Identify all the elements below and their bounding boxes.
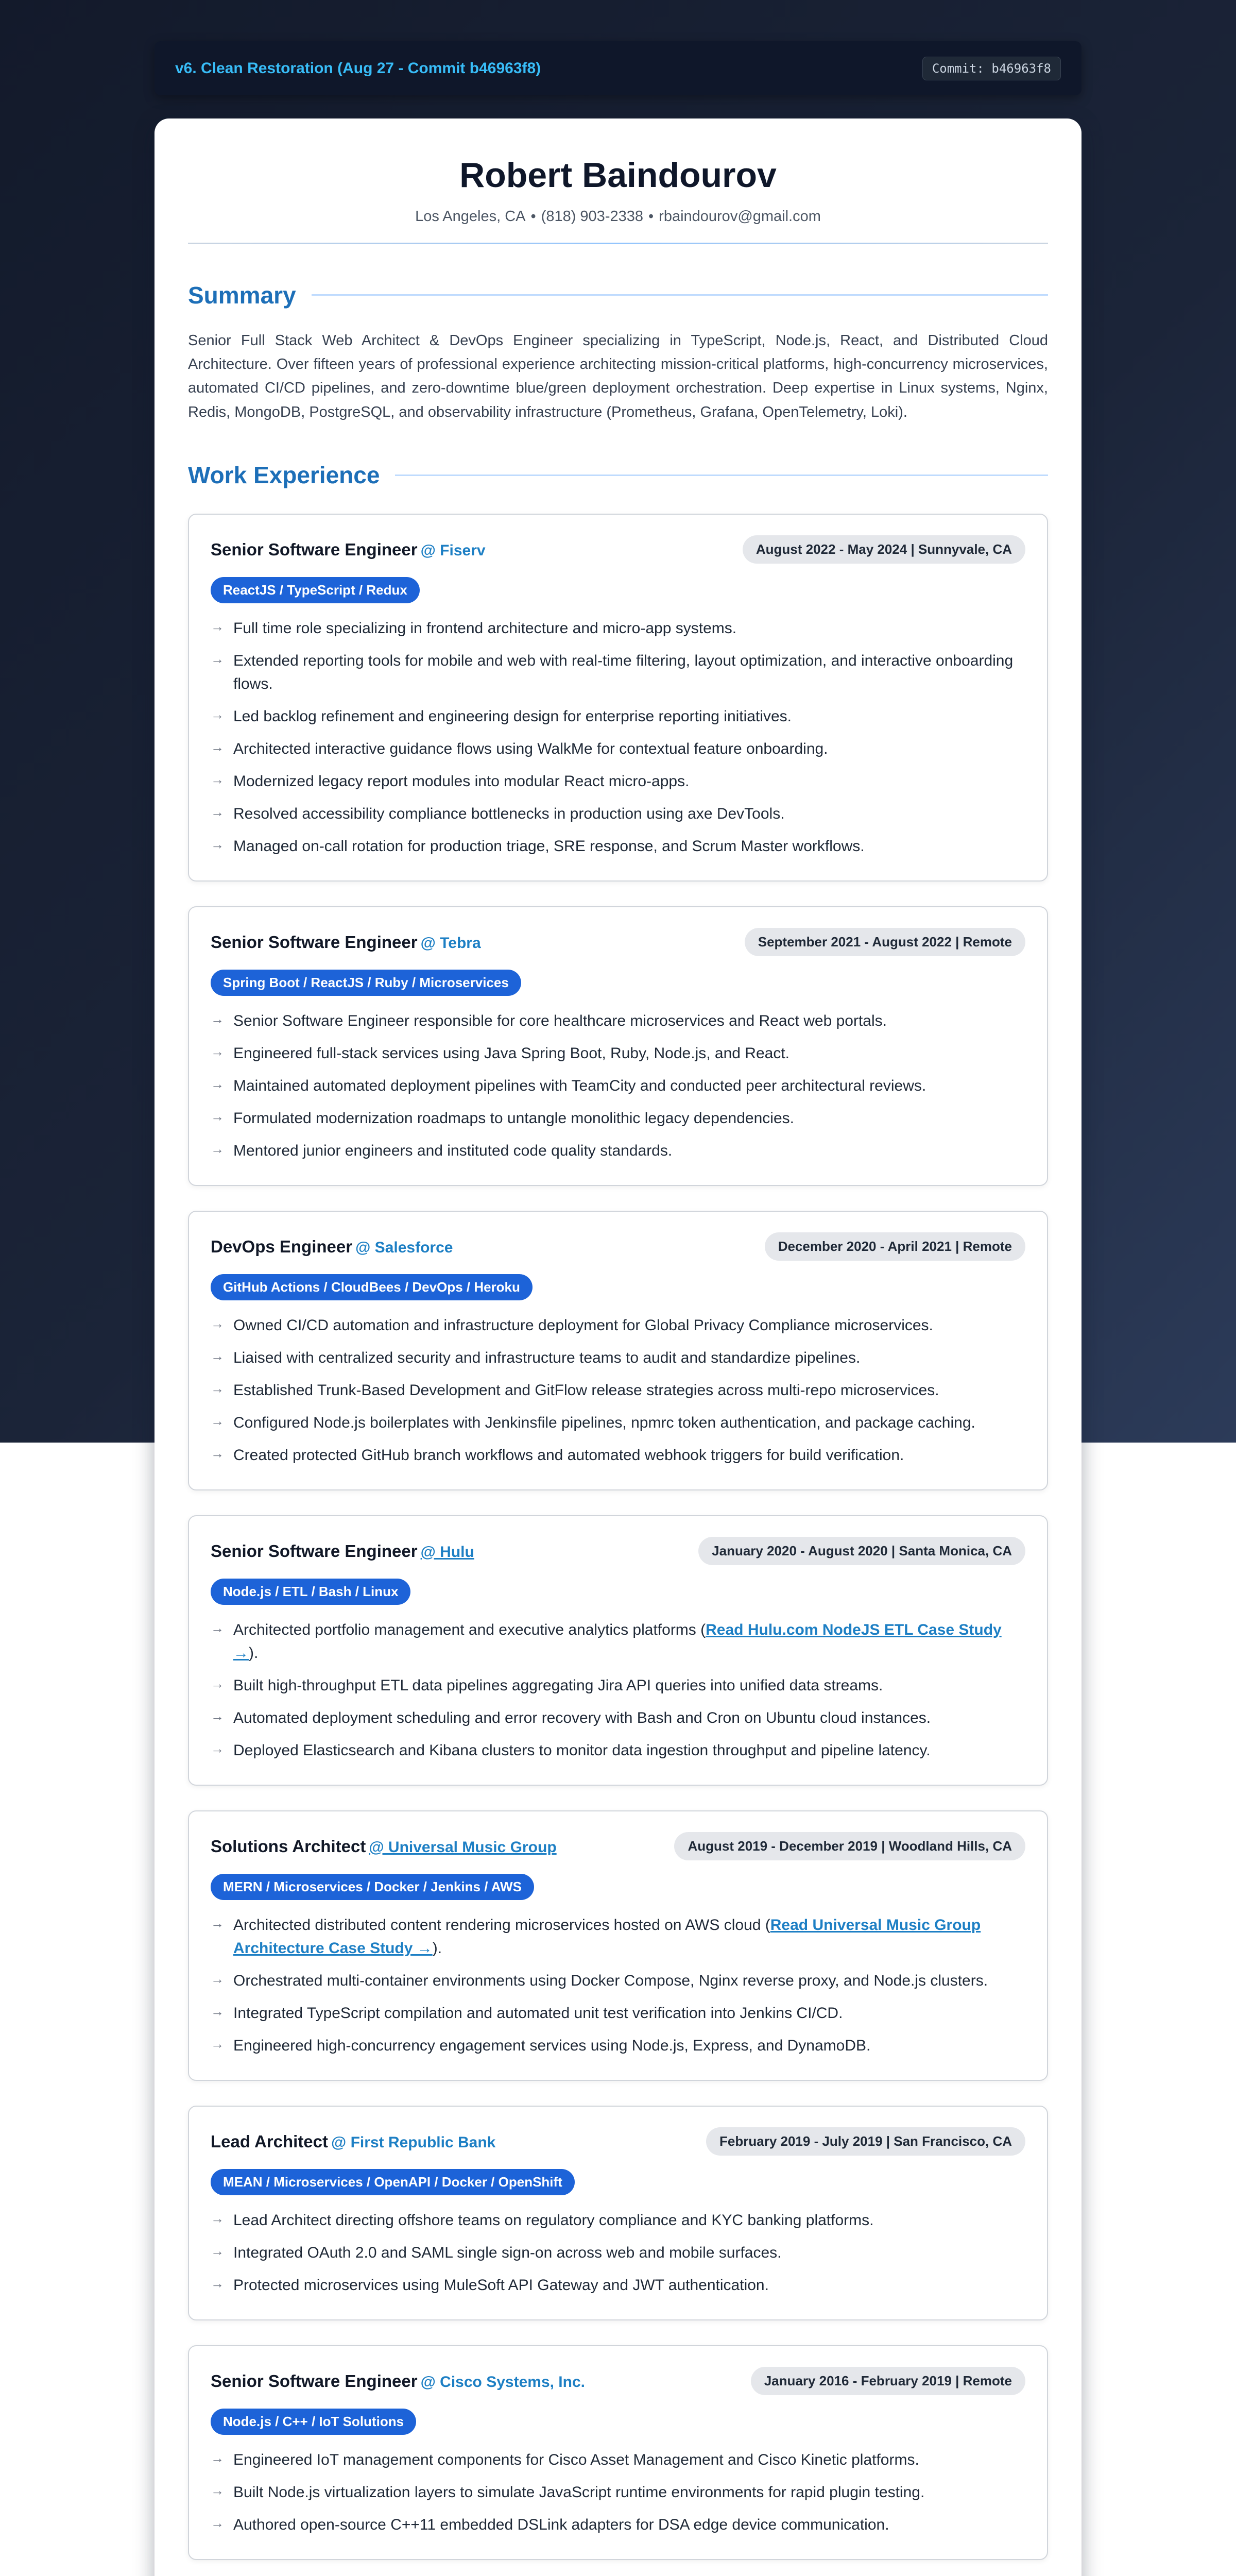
job-bullet [211,1009,1025,1032]
arrow-icon: → [211,1676,224,1692]
arrow-icon: → [211,2211,224,2227]
arrow-icon: → [211,2276,224,2292]
job-title-line [211,2371,585,2391]
job-bullets [211,617,1025,858]
bullet-text: Architected interactive guidance flows using WalkMe for contextual feature onboarding. [233,740,828,758]
job-dates: February 2019 - July 2019 | San Francisco, CA [706,2127,1025,2156]
experience-section-heading [188,461,1048,489]
summary-text: Senior Full Stack Web Architect & DevOps Engineer specializing in TypeScript, Node.js, React, and Distributed Cloud Architecture. Over fifteen years of professional experience architecting mission-critical platforms, high-concurrency microservices, automated CI/CD pipelines, and zero-downtime blue/green deployment orchestration. Deep expertise in Linux systems, Nginx, Redis, MongoDB, PostgreSQL, and observability infrastructure (Prometheus, Grafana, OpenTelemetry, Loki). [188,332,1048,420]
arrow-icon: → [211,1076,224,1092]
job-card [188,1211,1048,1490]
bullet-text: Lead Architect directing offshore teams on regulatory compliance and KYC banking platforms. [233,2212,874,2229]
job-title: Senior Software Engineer [211,2371,418,2391]
company-name [421,2374,585,2391]
bullet-text: Extended reporting tools for mobile and web with real-time filtering, layout optimization, and interactive onboarding flows. [233,652,1014,693]
contact-line [188,208,1048,225]
company-label: @ Salesforce [355,1239,453,1256]
job-header [211,2127,1025,2156]
bullet-text: Owned CI/CD automation and infrastructure deployment for Global Privacy Compliance microservices. [233,1317,933,1334]
company-label[interactable]: @ Universal Music Group [369,1838,557,1856]
job-dates: August 2022 - May 2024 | Sunnyvale, CA [743,535,1025,564]
job-bullet [211,2002,1025,2025]
tech-stack-tag: GitHub Actions / CloudBees / DevOps / Heroku [211,1274,533,1300]
bullet-text: Maintained automated deployment pipelines with TeamCity and conducted peer architectural reviews. [233,1077,926,1095]
job-bullets [211,1314,1025,1467]
job-bullet [211,802,1025,825]
job-bullet [211,2034,1025,2057]
job-title-line [211,1837,557,1856]
job-bullet [211,1739,1025,1762]
job-header [211,1232,1025,1261]
commit-badge: Commit: b46963f8 [922,57,1061,80]
job-card [188,1810,1048,2081]
bullet-text: Created protected GitHub branch workflows and automated webhook triggers for build verification. [233,1447,904,1464]
company-label[interactable]: @ Hulu [420,1543,474,1561]
job-card [188,1515,1048,1786]
job-bullet [211,1379,1025,1402]
job-bullet [211,2241,1025,2264]
arrow-icon: → [211,1316,224,1332]
company-label: @ Cisco Systems, Inc. [420,2373,585,2391]
arrow-icon: → [211,2483,224,2499]
job-bullet [211,1314,1025,1337]
job-bullet [211,1139,1025,1162]
job-title-line [211,1237,453,1257]
arrow-icon: → [211,619,224,635]
arrow-icon: → [211,1446,224,1462]
job-bullet [211,2209,1025,2232]
company-name[interactable] [421,1544,474,1561]
job-bullet [211,2448,1025,2471]
arrow-icon: → [211,2515,224,2531]
company-label: @ First Republic Bank [331,2133,496,2151]
job-bullet [211,2274,1025,2297]
arrow-icon: → [211,1413,224,1429]
version-banner [154,41,1082,95]
arrow-icon: → [211,837,224,853]
tech-stack-tag: Node.js / ETL / Bash / Linux [211,1579,410,1605]
bullet-text: Architected portfolio management and executive analytics platforms [233,1621,696,1639]
job-bullet [211,1969,1025,1992]
arrow-icon: → [211,804,224,820]
bullet-text: Full time role specializing in frontend architecture and micro-app systems. [233,620,737,637]
job-dates: August 2019 - December 2019 | Woodland Hills, CA [674,1832,1025,1860]
job-bullet [211,705,1025,728]
bullet-text: Automated deployment scheduling and error recovery with Bash and Cron on Ubuntu cloud instances. [233,1709,931,1727]
job-title: DevOps Engineer [211,1236,353,1256]
arrow-icon: → [211,707,224,723]
company-name [331,2134,495,2151]
job-bullets [211,2209,1025,2297]
bullet-text: Modernized legacy report modules into modular React micro-apps. [233,773,690,790]
job-title: Senior Software Engineer [211,539,418,559]
job-bullet [211,1107,1025,1130]
tech-stack-tag: ReactJS / TypeScript / Redux [211,577,420,603]
bullet-text: Mentored junior engineers and instituted code quality standards. [233,1142,673,1160]
arrow-icon: → [211,1109,224,1125]
contact-separator: • [648,208,654,225]
job-bullet [211,2513,1025,2536]
bullet-text: Engineered IoT management components for Cisco Asset Management and Cisco Kinetic platforms. [233,2451,919,2469]
job-card [188,906,1048,1186]
bullet-text: Built high-throughput ETL data pipelines aggregating Jira API queries into unified data streams. [233,1677,883,1694]
company-name [421,935,481,952]
arrow-icon: → [211,1708,224,1724]
job-title: Senior Software Engineer [211,932,418,952]
contact-phone[interactable]: (818) 903-2338 [541,208,643,225]
bullet-text: Configured Node.js boilerplates with Jenkinsfile pipelines, npmrc token authentication, and package caching. [233,1414,975,1432]
arrow-icon: → [211,651,224,667]
tech-stack-tag: Node.js / C++ / IoT Solutions [211,2409,416,2435]
arrow-icon: → [211,739,224,755]
bullet-text: Protected microservices using MuleSoft API Gateway and JWT authentication. [233,2277,769,2294]
bullet-text: Integrated TypeScript compilation and automated unit test verification into Jenkins CI/CD. [233,2005,843,2022]
arrow-icon: → [211,1348,224,1364]
company-label: @ Fiserv [420,541,486,559]
arrow-icon: → [211,1044,224,1060]
job-bullets [211,2448,1025,2536]
contact-location: Los Angeles, CA [415,208,526,225]
bullet-text: Deployed Elasticsearch and Kibana clusters to monitor data ingestion throughput and pipeline latency. [233,1742,931,1759]
job-title-line [211,540,486,560]
company-label: @ Tebra [420,934,481,952]
tech-stack-tag: MEAN / Microservices / OpenAPI / Docker / OpenShift [211,2169,575,2195]
job-bullet [211,737,1025,760]
tech-stack-tag: MERN / Microservices / Docker / Jenkins / AWS [211,1874,534,1900]
job-bullet [211,835,1025,858]
section-rule [312,294,1048,296]
header-divider [188,243,1048,244]
job-title: Solutions Architect [211,1836,366,1856]
job-dates: January 2016 - February 2019 | Remote [751,2367,1025,2395]
arrow-icon: → [211,1381,224,1397]
arrow-icon: → [211,1141,224,1157]
arrow-icon: → [211,2450,224,2466]
contact-email[interactable]: rbaindourov@gmail.com [659,208,821,225]
case-study-link[interactable]: Read Hulu.com NodeJS ETL Case Study → [233,1621,1002,1662]
job-bullet [211,2481,1025,2504]
job-header [211,1832,1025,1860]
job-bullet [211,1346,1025,1369]
job-card [188,2345,1048,2560]
job-list [188,514,1048,2576]
arrow-icon: → [211,2243,224,2259]
job-title-line [211,1541,474,1561]
job-header [211,535,1025,564]
job-header [211,2367,1025,2395]
job-bullet [211,1444,1025,1467]
job-bullet [211,1042,1025,1065]
arrow-icon: → [211,772,224,788]
bullet-text: Established Trunk-Based Development and GitFlow release strategies across multi-repo microservices. [233,1382,939,1399]
bullet-text: Authored open-source C++11 embedded DSLink adapters for DSA edge device communication. [233,2516,889,2534]
job-card [188,514,1048,882]
job-bullet [211,1074,1025,1097]
job-title-line [211,2132,495,2151]
job-dates: September 2021 - August 2022 | Remote [745,928,1025,956]
job-title: Senior Software Engineer [211,1541,418,1561]
summary-section-heading [188,281,1048,309]
bullet-text: Senior Software Engineer responsible for core healthcare microservices and React web portals. [233,1012,887,1030]
job-title-line [211,933,481,952]
section-rule [395,474,1048,476]
bullet-text: Architected distributed content rendering microservices hosted on AWS cloud [233,1917,761,1934]
bullet-text: Managed on-call rotation for production triage, SRE response, and Scrum Master workflows. [233,838,865,855]
company-name[interactable] [369,1839,556,1856]
contact-separator: • [530,208,536,225]
job-bullets [211,1618,1025,1762]
company-name [355,1239,453,1256]
bullet-text: Resolved accessibility compliance bottlenecks in production using axe DevTools. [233,805,785,823]
section-title: Work Experience [188,462,380,489]
job-title: Lead Architect [211,2131,329,2151]
tech-stack-tag: Spring Boot / ReactJS / Ruby / Microservices [211,970,521,996]
job-dates: December 2020 - April 2021 | Remote [765,1232,1025,1261]
job-header [211,928,1025,956]
arrow-icon: → [211,2036,224,2052]
job-bullet: → Architected distributed content rendering microservices hosted on AWS cloud (Read Universal Music Group Architecture Case Study →). [211,1913,1025,1960]
arrow-icon: → [211,1916,224,1931]
job-bullet [211,649,1025,696]
job-bullet [211,1706,1025,1730]
case-study-link[interactable]: Read Universal Music Group Architecture Case Study → [233,1917,981,1957]
company-name [421,542,486,559]
arrow-icon: → [211,1011,224,1027]
job-bullet [211,617,1025,640]
bullet-text: Engineered high-concurrency engagement services using Node.js, Express, and DynamoDB. [233,2037,871,2055]
job-bullets [211,1913,1025,2057]
job-bullet [211,770,1025,793]
job-bullet [211,1674,1025,1697]
job-bullet [211,1411,1025,1434]
job-dates: January 2020 - August 2020 | Santa Monica, CA [698,1537,1025,1565]
bullet-text: Liaised with centralized security and infrastructure teams to audit and standardize pipelines. [233,1349,861,1367]
bullet-text: Integrated OAuth 2.0 and SAML single sign-on across web and mobile surfaces. [233,2244,782,2262]
bullet-text: Engineered full-stack services using Java Spring Boot, Ruby, Node.js, and React. [233,1045,789,1062]
bullet-text: Formulated modernization roadmaps to untangle monolithic legacy dependencies. [233,1110,794,1127]
resume-card [154,118,1082,2576]
arrow-icon: → [211,2004,224,2020]
arrow-icon: → [211,1971,224,1987]
job-bullet: → Architected portfolio management and executive analytics platforms (Read Hulu.com NodeJS ETL Case Study →). [211,1618,1025,1665]
arrow-icon: → [211,1620,224,1636]
candidate-name: Robert Baindourov [459,156,777,195]
job-bullets [211,1009,1025,1162]
arrow-icon: → [211,1741,224,1757]
bullet-text: Led backlog refinement and engineering design for enterprise reporting initiatives. [233,708,792,725]
section-title: Summary [188,281,296,309]
job-header [211,1537,1025,1565]
job-card [188,2106,1048,2320]
bullet-text: Built Node.js virtualization layers to simulate JavaScript runtime environments for rapid plugin testing. [233,2484,925,2501]
bullet-text: Orchestrated multi-container environments using Docker Compose, Nginx reverse proxy, and Node.js clusters. [233,1972,988,1990]
banner-title: v6. Clean Restoration (Aug 27 - Commit b46963f8) [175,59,541,77]
